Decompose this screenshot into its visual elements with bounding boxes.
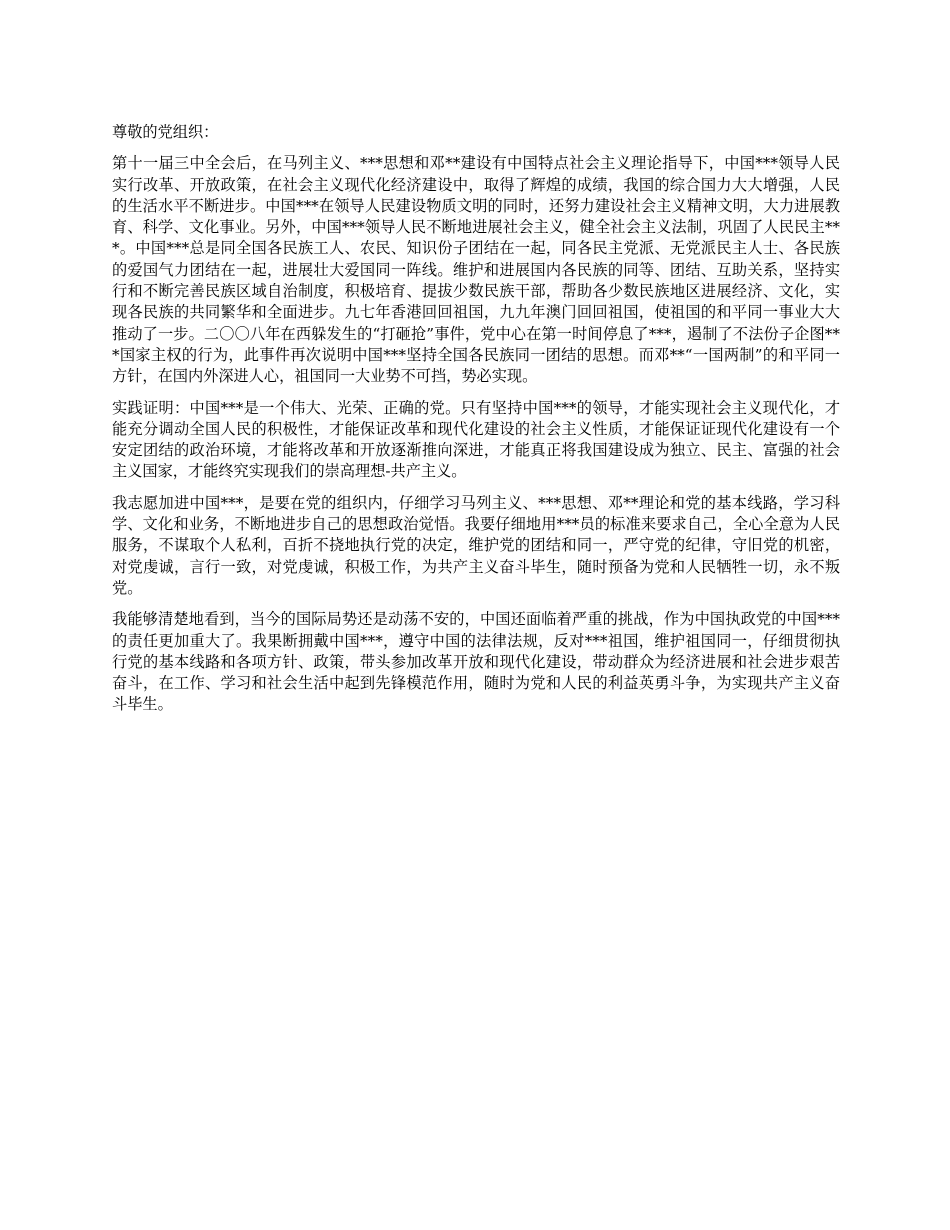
paragraph-4: 我能够清楚地看到，当今的国际局势还是动荡不安的，中国还面临着严重的挑战，作为中国执政党的中国***的责任更加重大了。我果断拥戴中国***，遵守中国的法律法规，反对***祖国，维护祖国同一，仔细贯彻执行党的基本线路和各项方针、政策，带头参加改革开放和现代化建设，带动群众为经济进展和社会进步艰苦奋斗，在工作、学习和社会生活中起到先锋模范作用，随时为党和人民的利益英勇斗争，为实现共产主义奋斗毕生。: [112, 610, 840, 714]
paragraph-2: 实践证明：中国***是一个伟大、光荣、正确的党。只有坚持中国***的领导，才能实现社会主义现代化，才能充分调动全国人民的积极性，才能保证改革和现代化建设的社会主义性质，才能保证证现代化建设有一个安定团结的政治环境，才能将改革和开放逐渐推向深进，才能真正将我国建设成为独立、民主、富强的社会主义国家，才能终究实现我们的崇高理想-共产主义。: [112, 398, 840, 481]
salutation: 尊敬的党组织：: [112, 123, 219, 141]
paragraph-1: 第十一届三中全会后，在马列主义、***思想和邓**建设有中国特点社会主义理论指导下，中国***领导人民实行改革、开放政策，在社会主义现代化经济建设中，取得了辉煌的成绩，我国的综合国力大大增强，人民的生活水平不断进步。中国***在领导人民建设物质文明的同时，还努力建设社会主义精神文明，大力进展教育、科学、文化事业。另外，中国***领导人民不断地进展社会主义，健全社会主义法制，巩固了人民民主***。中国***总是同全国各民族工人、农民、知识份子团结在一起，同各民主党派、无党派民主人士、各民族的爱国气力团结在一起，进展壮大爱国同一阵线。维护和进展国内各民族的同等、团结、互助关系，坚持实行和不断完善民族区域自治制度，积极培育、提拔少数民族干部，帮助各少数民族地区进展经济、文化，实现各民族的共同繁华和全面进步。九七年香港回回祖国，九九年澳门回回祖国，使祖国的和平同一事业大大推动了一步。二〇〇八年在西躲发生的“打砸抢”事件，党中心在第一时间停息了***，遏制了不法份子企图***国家主权的行为，此事件再次说明中国***坚持全国各民族同一团结的思想。而邓**“一国两制”的和平同一方针，在国内外深进人心，祖国同一大业势不可挡，势必实现。: [112, 154, 840, 386]
document-page: [112, 122, 840, 726]
paragraph-3: 我志愿加进中国***，是要在党的组织内，仔细学习马列主义、***思想、邓**理论和党的基本线路，学习科学、文化和业务，不断地进步自己的思想政治觉悟。我要仔细地用***员的标准来要求自己，全心全意为人民服务，不谋取个人私利，百折不挠地执行党的决定，维护党的团结和同一，严守党的纪律，守旧党的机密，对党虔诚，言行一致，对党虔诚，积极工作，为共产主义奋斗毕生，随时预备为党和人民牺牲一切，永不叛党。: [112, 493, 840, 597]
